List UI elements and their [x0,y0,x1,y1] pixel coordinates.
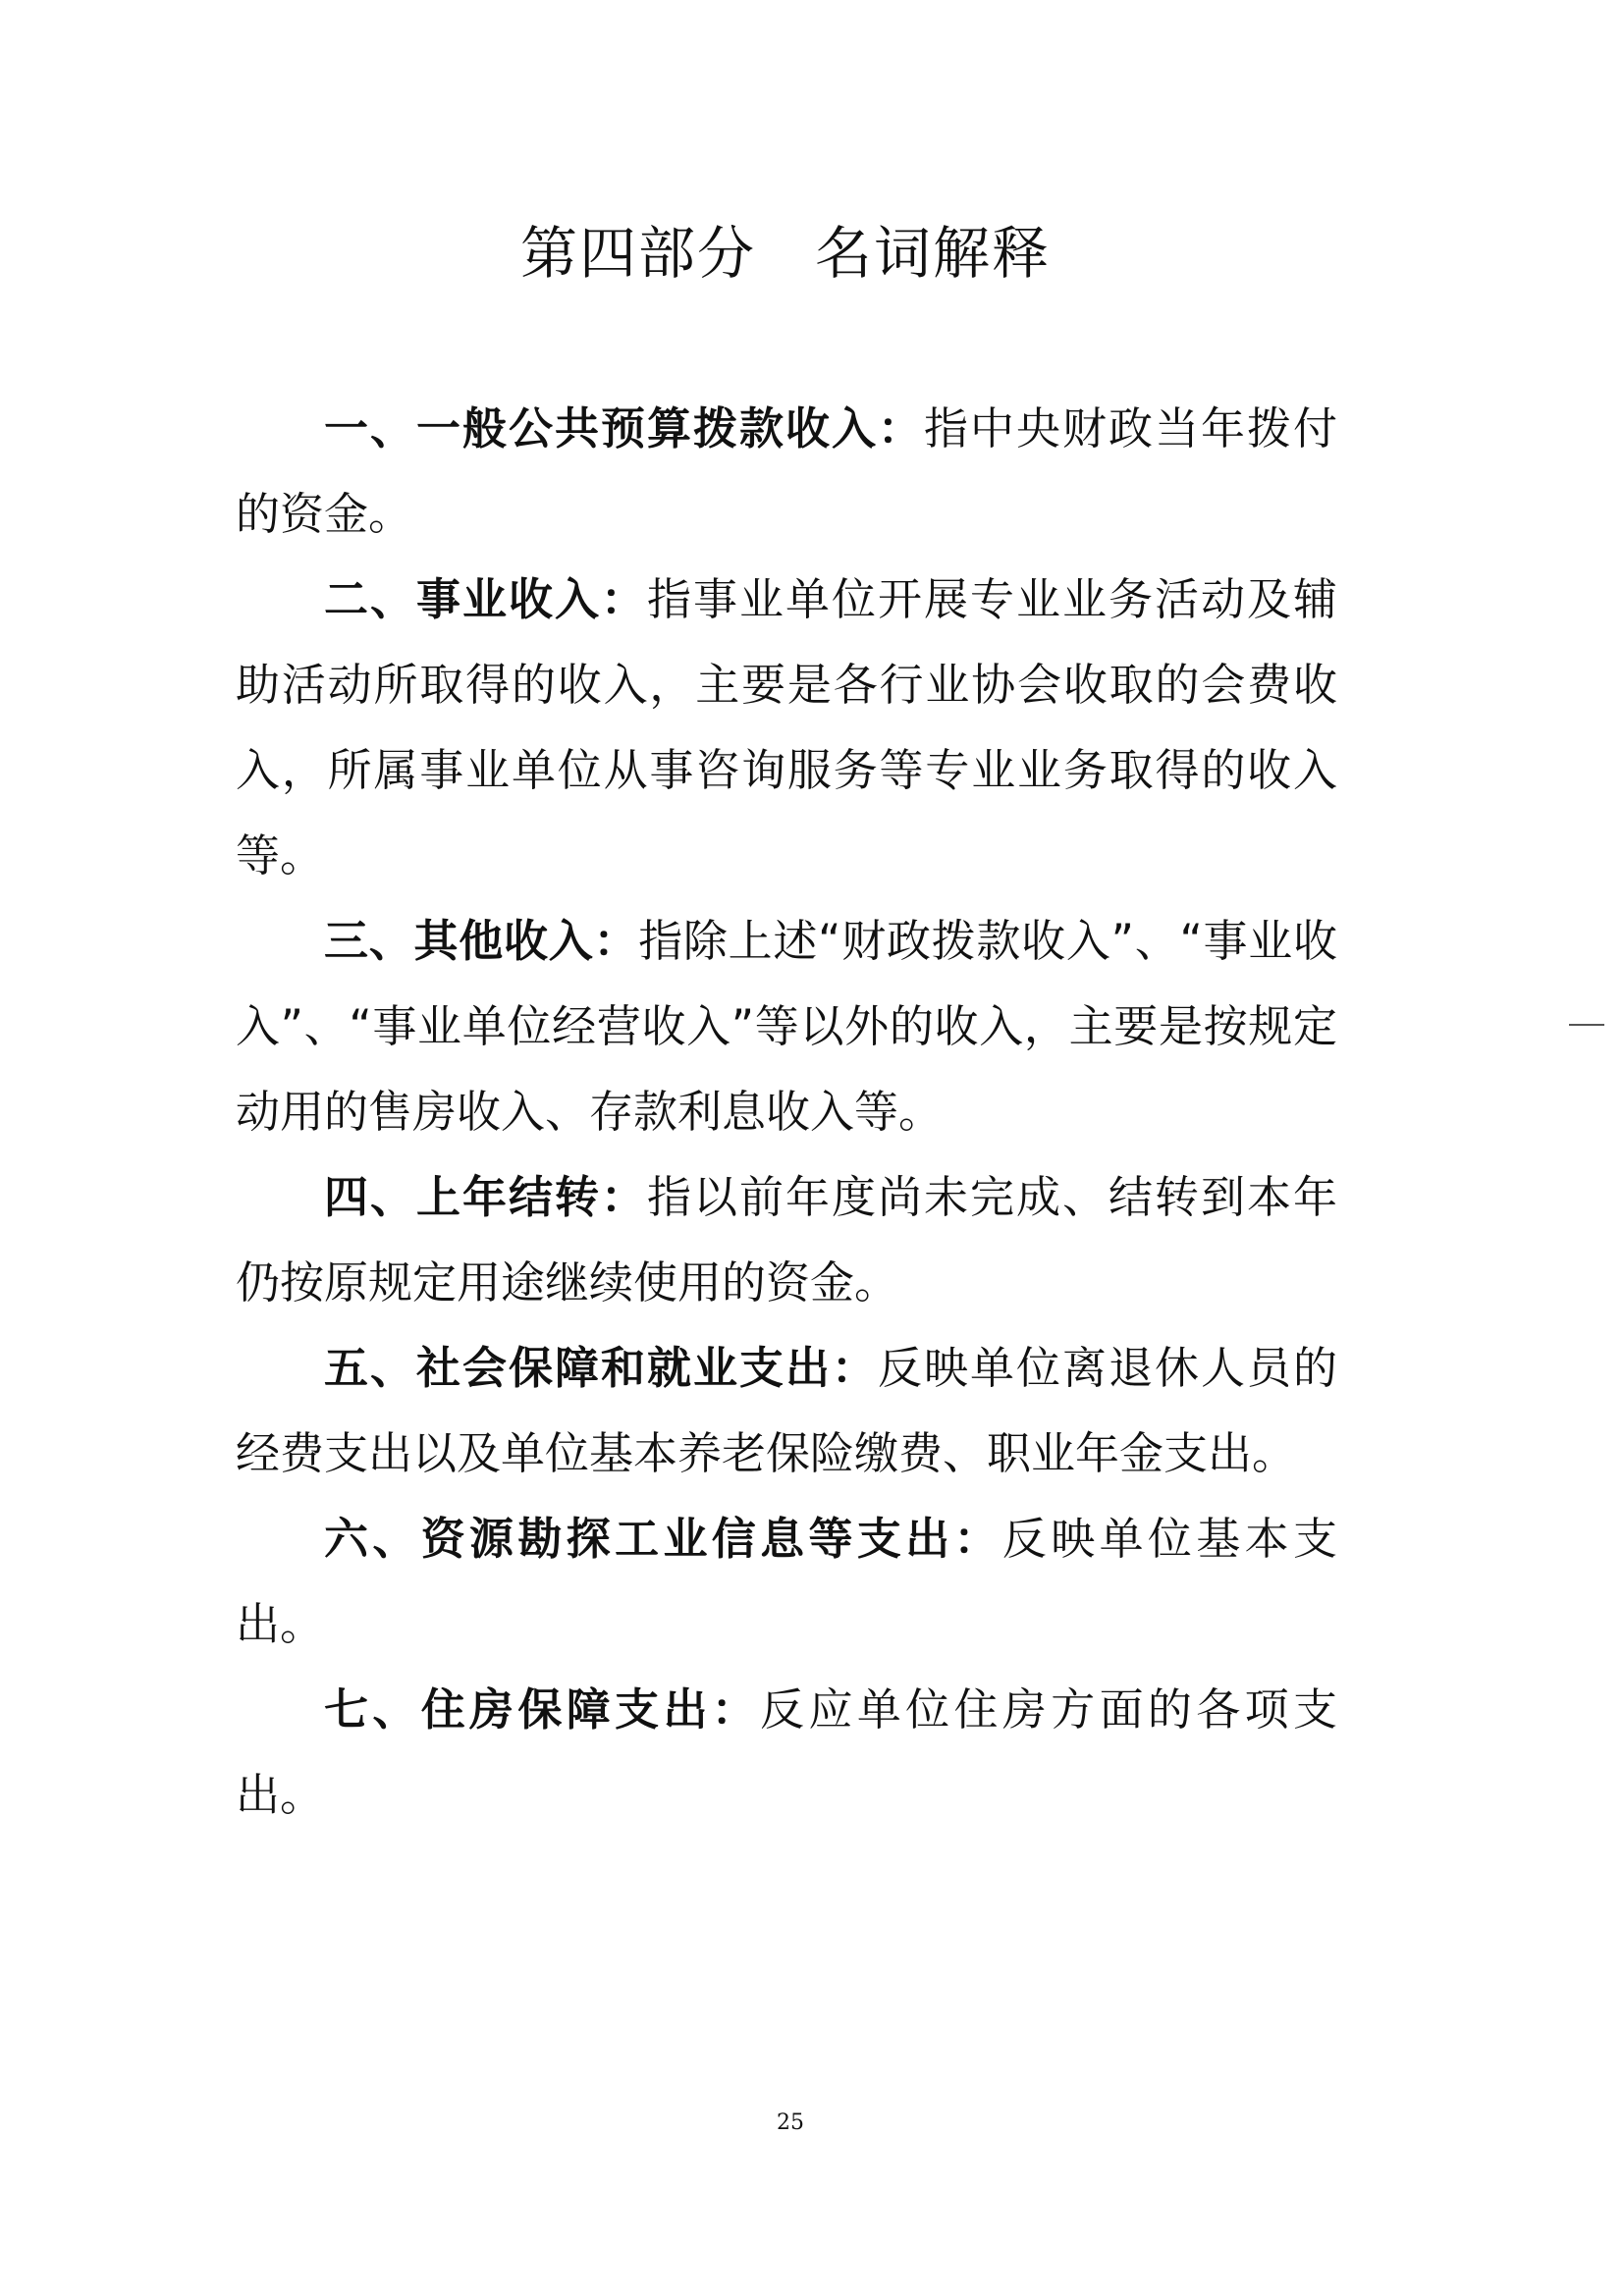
page-number: 25 [777,2110,804,2135]
glossary-definition: 指事业单位开展专业业务活动及辅助活动所取得的收入，主要是各行业协会收取的会费收入，所属事业单位从事咨询服务等专业业务取得的收入等。 [236,573,1337,881]
glossary-definition: 指除上述“财政拨款收入”、“事业收入”、“事业单位经营收入”等以外的收入，主要是按规定动用的售房收入、存款利息收入等。 [236,915,1337,1138]
glossary-term: 七、住房保障支出： [324,1683,761,1735]
glossary-entry [236,386,1337,557]
scan-margin-mark [1569,1024,1604,1026]
glossary-entry [236,1496,1337,1667]
glossary-definition: 反映单位离退休人员的经费支出以及单位基本养老保险缴费、职业年金支出。 [236,1342,1337,1479]
glossary-term: 六、资源勘探工业信息等支出： [324,1513,1002,1565]
glossary-term: 四、上年结转： [324,1171,647,1223]
glossary-entry [236,1154,1337,1325]
glossary-content [236,386,1337,1838]
glossary-entry [236,557,1337,898]
page-title: 第四部分 名词解释 [519,220,1051,287]
glossary-entry [236,898,1337,1154]
glossary-term: 五、社会保障和就业支出： [324,1342,878,1394]
glossary-definition: 反应单位住房方面的各项支出。 [236,1683,1337,1821]
glossary-definition: 指中央财政当年拨付的资金。 [236,402,1337,540]
glossary-entry [236,1667,1337,1838]
glossary-term: 三、其他收入： [324,915,639,967]
glossary-definition: 反映单位基本支出。 [236,1513,1337,1650]
glossary-entry [236,1325,1337,1496]
glossary-term: 一、一般公共预算拨款收入： [324,402,924,454]
glossary-term: 二、事业收入： [324,573,647,625]
glossary-definition: 指以前年度尚未完成、结转到本年仍按原规定用途继续使用的资金。 [236,1171,1337,1308]
